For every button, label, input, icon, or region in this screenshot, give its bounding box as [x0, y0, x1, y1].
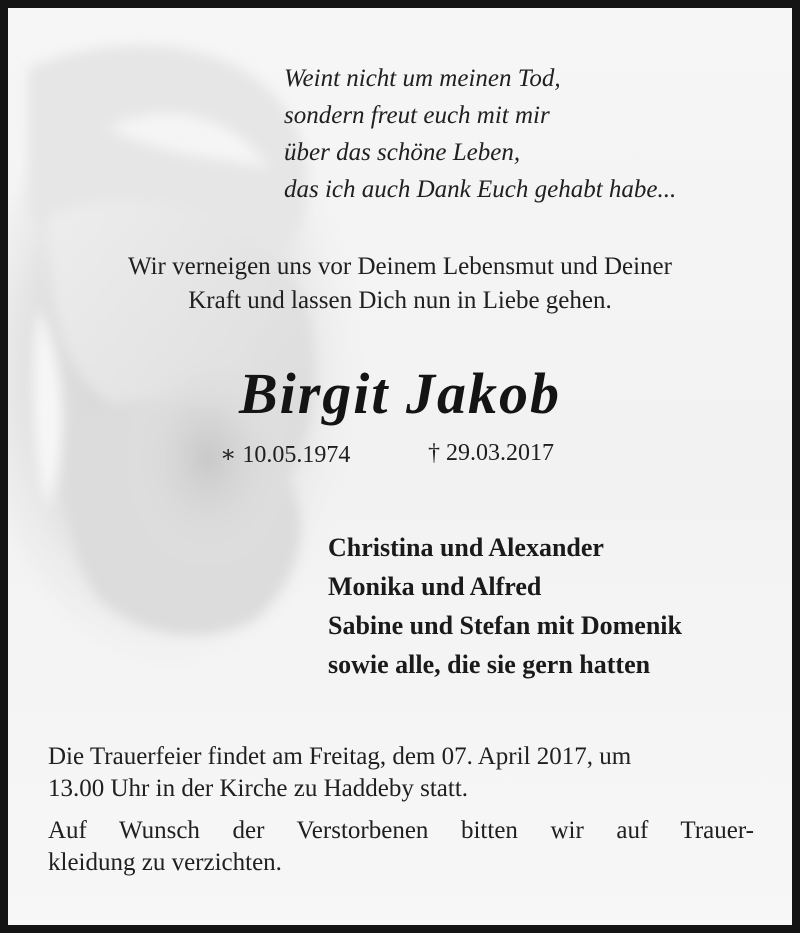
mourner-entry: Monika und Alfred	[328, 572, 542, 601]
request-line: kleidung zu verzichten.	[48, 849, 282, 876]
mourner-entry: Christina und Alexander	[328, 533, 604, 562]
birth-date: ∗ 10.05.1974	[220, 442, 351, 468]
death-date: † 29.03.2017	[428, 440, 554, 466]
funeral-line: 13.00 Uhr in der Kirche zu Haddeby statt.	[48, 775, 469, 802]
mourners-list	[328, 528, 682, 684]
poem-line: Weint nicht um meinen Tod,	[284, 65, 561, 92]
tribute-text	[28, 250, 772, 318]
tribute-line: Wir verneigen uns vor Deinem Lebensmut und Deiner	[128, 253, 672, 280]
poem-line: das ich auch Dank Euch gehabt habe...	[284, 176, 677, 203]
deceased-name: Birgit Jakob	[238, 361, 562, 426]
request-line: Auf Wunsch der Verstorbenen bitten wir auf Trauer-	[48, 817, 754, 844]
dress-request	[48, 815, 754, 879]
poem-line: sondern freut euch mit mir	[284, 102, 550, 129]
mourner-entry: Sabine und Stefan mit Domenik	[328, 611, 682, 640]
tribute-line: Kraft und lassen Dich nun in Liebe gehen.	[188, 287, 612, 314]
funeral-line: Die Trauerfeier findet am Freitag, dem 07. April 2017, um	[48, 743, 632, 770]
funeral-info	[48, 741, 754, 805]
poem-line: über das schöne Leben,	[284, 139, 521, 166]
poem	[284, 60, 676, 208]
mourner-entry: sowie alle, die sie gern hatten	[328, 650, 651, 679]
